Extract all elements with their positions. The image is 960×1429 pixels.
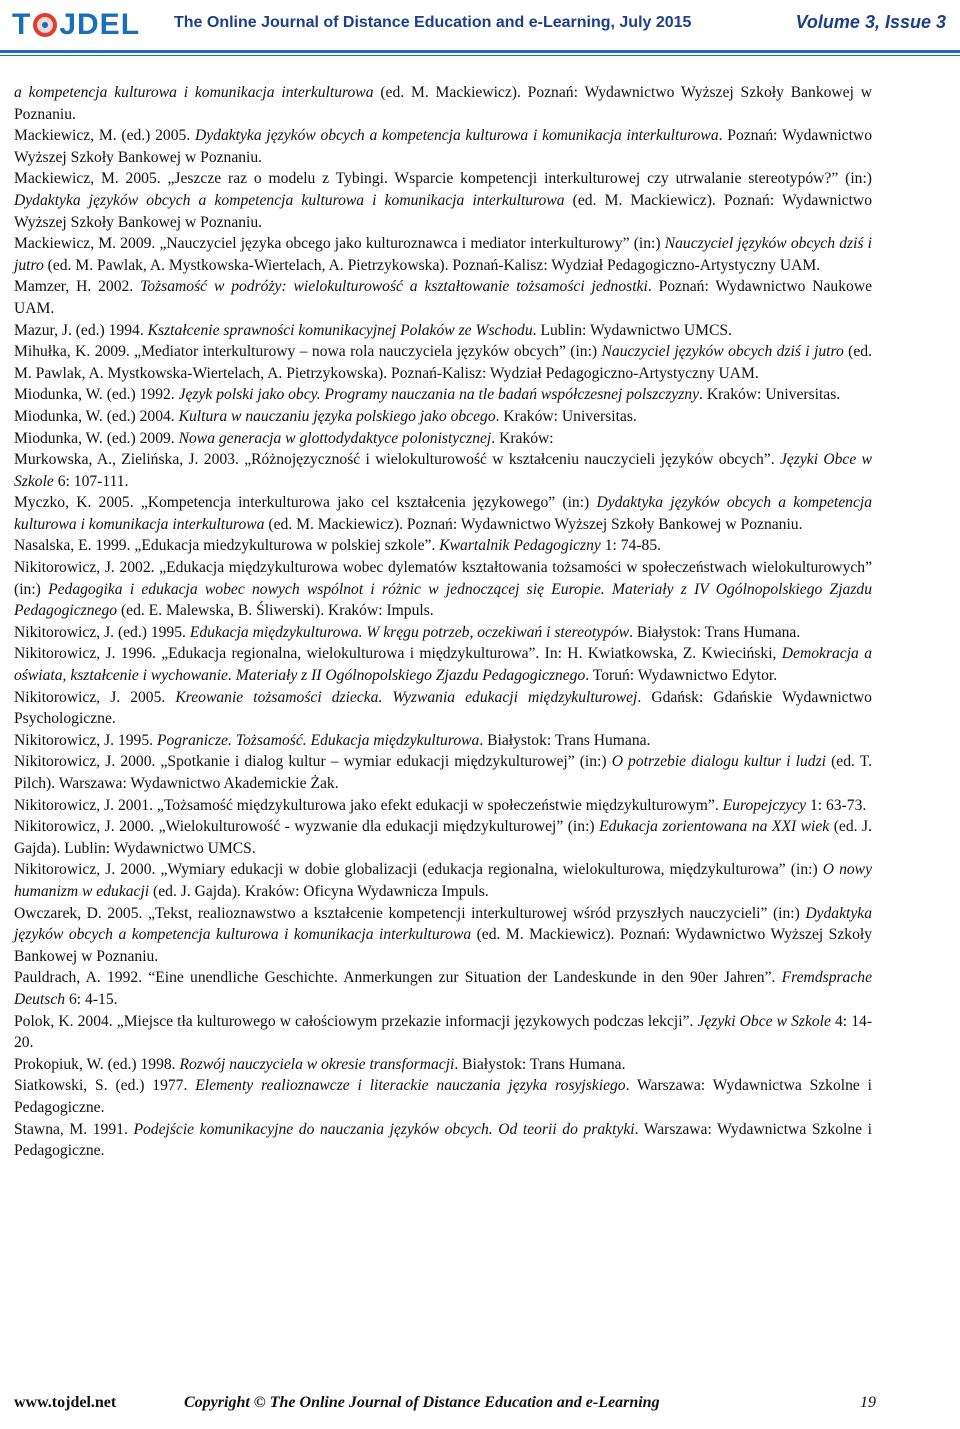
reference-text: (ed. J. Gajda). Kraków: Oficyna Wydawnicza Impuls.	[149, 882, 489, 900]
reference-entry	[14, 1011, 872, 1054]
reference-title: Nauczyciel języków obcych dziś i jutro	[14, 235, 872, 274]
journal-title: The Online Journal of Distance Education and e-Learning, July 2015	[174, 14, 692, 31]
reference-text: (ed. M. Mackiewicz). Poznań: Wydawnictwo Wyższej Szkoły Bankowej w Poznaniu.	[14, 84, 873, 123]
reference-text: Miodunka, W. (ed.) 2009.	[14, 429, 179, 447]
reference-title: Edukacja zorientowana na XXI wiek	[599, 818, 830, 836]
reference-entry	[14, 903, 872, 968]
logo-globe-icon	[33, 13, 57, 37]
reference-title: Demokracja a oświata, kształcenie i wychowanie. Materiały z II Ogólnopolskiego Zjazdu Pedagogicznego	[14, 645, 872, 685]
reference-title: Rozwój nauczyciela w okresie transformacji	[179, 1055, 455, 1073]
reference-text: (ed. M. Pawlak, A. Mystkowska-Wiertelach, A. Pietrzykowska). Poznań-Kalisz: Wydział Pedagogiczno-Artystyczny UAM.	[14, 343, 872, 382]
reference-text: Mazur, J. (ed.) 1994.	[14, 321, 148, 339]
page-footer	[14, 1394, 876, 1416]
header-divider	[0, 50, 960, 53]
reference-text: Prokopiuk, W. (ed.) 1998.	[14, 1055, 180, 1073]
reference-title: Kreowanie tożsamości dziecka. Wyzwania edukacji międzykulturowej	[175, 688, 638, 706]
reference-text: (ed. J. Gajda). Lublin: Wydawnictwo UMCS.	[14, 818, 872, 857]
reference-title: Język polski jako obcy. Programy nauczania na tle badań współczesnej polszczyzny	[178, 386, 700, 404]
reference-entry	[14, 622, 872, 644]
reference-title: Języki Obce w Szkole	[697, 1012, 831, 1030]
reference-text: Miodunka, W. (ed.) 2004.	[14, 407, 179, 425]
footer-url[interactable]: www.tojdel.net	[14, 1394, 117, 1411]
reference-title: Dydaktyka języków obcych a kompetencja kulturowa i komunikacja interkulturowa	[14, 191, 565, 209]
reference-text: Nikitorowicz, J. (ed.) 1995.	[14, 623, 190, 641]
reference-entry	[14, 730, 872, 752]
reference-text: Mackiewicz, M. 2005. „Jeszcze raz o modelu z Tybingi. Wsparcie kompetencji interkulturowej czy utrwalanie stereotypów?” (in:)	[14, 170, 872, 188]
reference-text: Nikitorowicz, J. 2001. „Tożsamość międzykulturowa jako efekt edukacji w społeczeństwie międzykulturowym”.	[14, 796, 723, 814]
reference-entry	[14, 428, 872, 450]
page-header	[0, 0, 960, 52]
reference-text: . Poznań: Wydawnictwo Wyższej Szkoły Bankowej w Poznaniu.	[14, 127, 872, 166]
reference-entry	[14, 233, 872, 276]
reference-text: Nikitorowicz, J. 1995.	[14, 731, 157, 749]
reference-text: Nikitorowicz, J. 2000. „Spotkanie i dialog kultur – wymiar edukacji międzykulturowej” (in:)	[14, 753, 612, 771]
reference-entry	[14, 341, 872, 384]
reference-text: (ed. M. Mackiewicz). Poznań: Wydawnictwo Wyższej Szkoły Bankowej w Poznaniu.	[264, 515, 803, 533]
reference-entry	[14, 816, 872, 859]
reference-text: Nikitorowicz, J. 2005.	[14, 688, 176, 706]
logo-text-t: T	[12, 8, 32, 41]
reference-entry	[14, 406, 872, 428]
reference-text: . Warszawa: Wydawnictwa Szkolne i Pedagogiczne.	[14, 1120, 872, 1160]
reference-text: . Kraków:	[491, 429, 554, 447]
reference-text: Nikitorowicz, J. 2002. „Edukacja międzykulturowa wobec dylematów kształtowania tożsamości w społeczeństwach wielokulturowych” (in:)	[14, 559, 872, 598]
reference-title: Kultura w nauczaniu języka polskiego jako obcego	[178, 407, 496, 425]
reference-text: Pauldrach, A. 1992. “Eine unendliche Geschichte. Anmerkungen zur Situation der Landeskunde in den 90er Jahren”.	[14, 969, 782, 987]
reference-entry	[14, 643, 872, 686]
reference-title: Elementy realioznawcze i literackie nauczania języka rosyjskiego	[195, 1077, 626, 1095]
reference-title: Fremdsprache Deutsch	[14, 969, 872, 1008]
reference-entry	[14, 320, 872, 342]
reference-list	[14, 82, 872, 1162]
header-divider-thin	[0, 55, 960, 56]
reference-entry	[14, 82, 872, 125]
reference-text: Nasalska, E. 1999. „Edukacja miedzykulturowa w polskiej szkole”.	[14, 537, 440, 555]
reference-title: Pedagogika i edukacja wobec nowych wspólnot i różnic w jednoczącej się Europie. Materiały z IV Ogólnopolskiego Zjazdu Pedagogicznego	[14, 580, 872, 620]
reference-entry	[14, 859, 872, 902]
reference-entry	[14, 967, 872, 1010]
reference-title: Nowa generacja w glottodydaktyce polonistycznej	[178, 429, 492, 447]
reference-entry	[14, 535, 872, 557]
reference-text: . Poznań: Wydawnictwo Naukowe UAM.	[14, 278, 872, 317]
reference-title: Dydaktyka języków obcych a kompetencja kulturowa i komunikacja interkulturowa	[14, 904, 872, 944]
reference-title: O nowy humanizm w edukacji	[14, 861, 873, 900]
reference-entry	[14, 1075, 872, 1118]
reference-entry	[14, 125, 872, 168]
reference-text: Siatkowski, S. (ed.) 1977.	[14, 1077, 196, 1095]
journal-logo	[12, 8, 140, 42]
reference-title: Nauczyciel języków obcych dziś i jutro	[601, 343, 844, 361]
reference-title: Dydaktyka języków obcych a kompetencja kulturowa i komunikacja interkulturowa	[194, 127, 719, 145]
reference-entry	[14, 751, 872, 794]
volume-issue: Volume 3, Issue 3	[795, 12, 946, 32]
reference-text: Mackiewicz, M. (ed.) 2005.	[14, 127, 195, 145]
reference-text: Mamzer, H. 2002.	[14, 278, 141, 296]
reference-title: a kompetencja kulturowa i komunikacja interkulturowa	[14, 84, 374, 101]
reference-text: Myczko, K. 2005. „Kompetencja interkulturowa jako cel kształcenia językowego” (in:)	[14, 494, 597, 512]
reference-title: Pogranicze. Tożsamość. Edukacja międzykulturowa	[156, 731, 480, 749]
reference-text: Nikitorowicz, J. 1996. „Edukacja regionalna, wielokulturowa i międzykulturowa”. In: H. Kwiatkowska, Z. Kwieciński,	[14, 645, 782, 663]
reference-text: . Lublin: Wydawnictwo UMCS.	[532, 321, 732, 339]
reference-text: (ed. M. Pawlak, A. Mystkowska-Wiertelach, A. Pietrzykowska). Poznań-Kalisz: Wydział Pedagogiczno-Artystyczny UAM.	[43, 256, 821, 274]
reference-text: Murkowska, A., Zielińska, J. 2003. „Różnojęzyczność i wielokulturowość w kształceniu nauczycieli języków obcych”.	[14, 451, 780, 469]
reference-text: Miodunka, W. (ed.) 1992.	[14, 386, 179, 404]
reference-entry	[14, 557, 872, 622]
reference-title: Europejczycy	[722, 796, 807, 814]
reference-text: . Gdańsk: Gdańskie Wydawnictwo Psychologiczne.	[14, 688, 872, 728]
reference-text: Polok, K. 2004. „Miejsce tła kulturowego w całościowym przekazie informacji językowych podczas lekcji”.	[14, 1012, 698, 1030]
logo-text-jdel: JDEL	[59, 8, 141, 41]
reference-title: Tożsamość w podróży: wielokulturowość a kształtowanie tożsamości jednostki	[140, 278, 648, 296]
reference-text: . Kraków: Universitas.	[495, 407, 637, 425]
reference-entry	[14, 1119, 872, 1162]
reference-entry	[14, 492, 872, 535]
reference-text: . Toruń: Wydawnictwo Edytor.	[585, 667, 778, 685]
reference-entry	[14, 276, 872, 319]
reference-entry	[14, 168, 872, 233]
reference-title: Podejście komunikacyjne do nauczania języków obcych. Od teorii do praktyki	[133, 1120, 635, 1138]
reference-text: Mihułka, K. 2009. „Mediator interkulturowy – nowa rola nauczyciela języków obcych” (in:)	[14, 343, 602, 361]
reference-title: Języki Obce w Szkole	[14, 451, 872, 490]
reference-entry	[14, 384, 872, 406]
reference-text: 4: 14-20.	[14, 1012, 873, 1052]
reference-title: Edukacja międzykulturowa. W kręgu potrzeb, oczekiwań i stereotypów	[189, 623, 630, 641]
reference-text: Mackiewicz, M. 2009. „Nauczyciel języka obcego jako kulturoznawca i mediator interkulturowy” (in:)	[14, 235, 665, 253]
reference-text: Stawna, M. 1991.	[14, 1120, 134, 1138]
reference-text: Owczarek, D. 2005. „Tekst, realioznawstwo a kształcenie kompetencji interkulturowej wśród przyszłych nauczycieli” (in:)	[14, 904, 806, 922]
reference-title: O potrzebie dialogu kultur i ludzi	[611, 753, 827, 771]
reference-text: (ed. M. Mackiewicz). Poznań: Wydawnictwo Wyższej Szkoły Bankowej w Poznaniu.	[14, 926, 872, 965]
reference-text: . Kraków: Universitas.	[699, 386, 841, 404]
reference-text: 1: 74-85.	[600, 537, 662, 555]
reference-text: . Białystok: Trans Humana.	[454, 1055, 626, 1073]
reference-title: Dydaktyka języków obcych a kompetencja kulturowa i komunikacja interkulturowa	[14, 494, 872, 533]
reference-text: 1: 63-73.	[806, 796, 867, 814]
reference-text: Nikitorowicz, J. 2000. „Wielokulturowość - wyzwanie dla edukacji międzykulturowej” (in:)	[14, 818, 600, 836]
reference-entry	[14, 449, 872, 492]
reference-title: Kwartalnik Pedagogiczny	[439, 537, 601, 555]
reference-entry	[14, 687, 872, 730]
reference-text: 6: 4-15.	[65, 990, 118, 1008]
reference-text: Nikitorowicz, J. 2000. „Wymiary edukacji w dobie globalizacji (edukacja regionalna, wielokulturowa, międzykulturowa” (in:)	[14, 861, 823, 879]
reference-text: (ed. M. Mackiewicz). Poznań: Wydawnictwo Wyższej Szkoły Bankowej w Poznaniu.	[14, 191, 872, 231]
reference-text: 6: 107-111.	[53, 472, 129, 490]
reference-entry	[14, 1054, 872, 1076]
reference-text: (ed. E. Malewska, B. Śliwerski). Kraków: Impuls.	[117, 602, 434, 620]
reference-text: (ed. T. Pilch). Warszawa: Wydawnictwo Akademickie Żak.	[14, 753, 872, 792]
reference-title: Kształcenie sprawności komunikacyjnej Polaków ze Wschodu	[147, 321, 533, 339]
reference-text: . Białystok: Trans Humana.	[479, 731, 651, 749]
reference-text: . Białystok: Trans Humana.	[629, 623, 801, 641]
reference-entry	[14, 795, 872, 817]
reference-text: . Warszawa: Wydawnictwa Szkolne i Pedagogiczne.	[14, 1077, 872, 1116]
page-number: 19	[860, 1394, 876, 1411]
footer-copyright: Copyright © The Online Journal of Distance Education and e-Learning	[184, 1394, 660, 1411]
